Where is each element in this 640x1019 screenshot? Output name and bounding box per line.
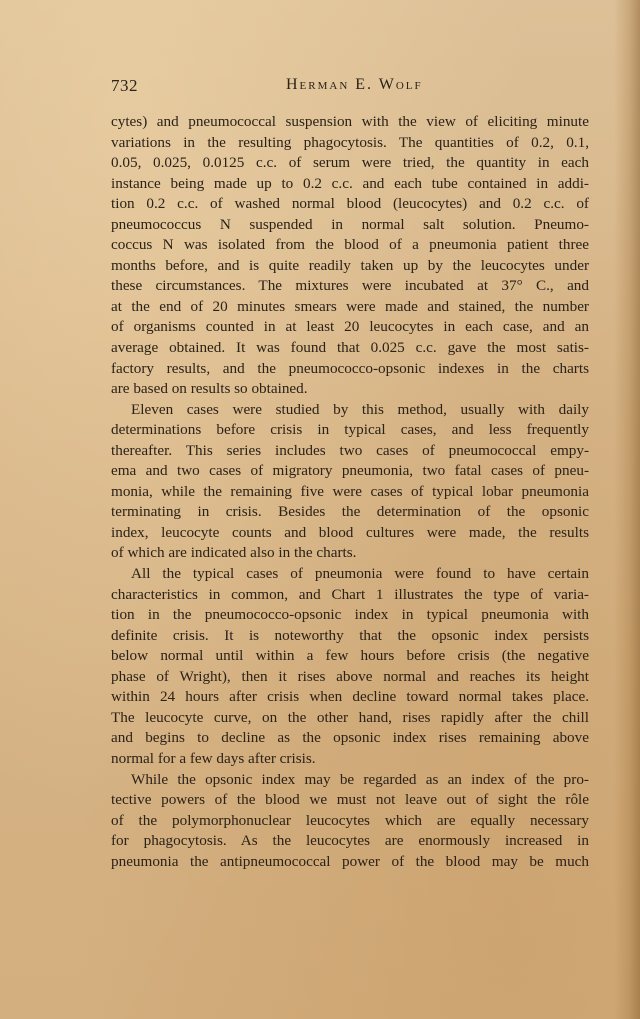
page-number: 732 [111, 76, 138, 95]
text-line: coccus N was isolated from the blood of a pneumonia patient three [111, 236, 589, 254]
text-line: monia, while the remaining five were cases of typical lobar pneumonia [111, 482, 589, 500]
body-text [111, 112, 589, 872]
text-line: tective powers of the blood we must not leave out of sight the rôle [111, 791, 589, 809]
text-line: 0.05, 0.025, 0.0125 c.c. of serum were tried, the quantity in each [111, 154, 589, 172]
text-line: pneumococcus N suspended in normal salt solution. Pneumo- [111, 215, 589, 233]
text-line: average obtained. It was found that 0.025 c.c. gave the most satis- [111, 339, 589, 357]
text-line: pneumonia the antipneumococcal power of the blood may be much [111, 852, 589, 870]
text-line: determinations before crisis in typical cases, and less frequently [111, 421, 589, 439]
text-line: below normal until within a few hours before crisis (the negative [111, 647, 589, 665]
text-line: of which are indicated also in the charts. [111, 544, 357, 562]
text-line: characteristics in common, and Chart 1 illustrates the type of varia- [111, 585, 589, 603]
text-line: index, leucocyte counts and blood cultures were made, the results [111, 523, 589, 541]
text-line: these circumstances. The mixtures were incubated at 37° C., and [111, 277, 589, 295]
text-line: tion 0.2 c.c. of washed normal blood (leucocytes) and 0.2 c.c. of [111, 195, 589, 213]
page-header [111, 76, 591, 98]
text-line: While the opsonic index may be regarded as an index of the pro- [131, 770, 589, 788]
text-line: months before, and is quite readily taken up by the leucocytes under [111, 256, 589, 274]
text-line: Eleven cases were studied by this method, usually with daily [131, 400, 589, 418]
page-edge-shadow [614, 0, 640, 1019]
text-line: at the end of 20 minutes smears were made and stained, the number [111, 297, 589, 315]
text-line: instance being made up to 0.2 c.c. and each tube contained in addi- [111, 174, 589, 192]
text-line: thereafter. This series includes two cases of pneumococcal empy- [111, 441, 589, 459]
text-line: factory results, and the pneumococco-opsonic indexes in the charts [111, 359, 589, 377]
text-line: definite crisis. It is noteworthy that the opsonic index persists [111, 626, 589, 644]
text-line: ema and two cases of migratory pneumonia, two fatal cases of pneu- [111, 462, 589, 480]
text-line: tion in the pneumococco-opsonic index in typical pneumonia with [111, 606, 589, 624]
text-line: of organisms counted in at least 20 leucocytes in each case, and an [111, 318, 589, 336]
text-line: The leucocyte curve, on the other hand, rises rapidly after the chill [111, 708, 589, 726]
text-line: normal for a few days after crisis. [111, 749, 316, 767]
text-line: within 24 hours after crisis when decline toward normal takes place. [111, 688, 589, 706]
text-line: for phagocytosis. As the leucocytes are enormously increased in [111, 832, 589, 850]
running-head: Herman E. Wolf [286, 76, 423, 93]
text-line: variations in the resulting phagocytosis. The quantities of 0.2, 0.1, [111, 133, 589, 151]
text-line: are based on results so obtained. [111, 380, 308, 398]
text-line: phase of Wright), then it rises above normal and reaches its height [111, 667, 589, 685]
text-line: All the typical cases of pneumonia were found to have certain [131, 565, 589, 583]
text-line: cytes) and pneumococcal suspension with the view of eliciting minute [111, 113, 589, 130]
text-line: of the polymorphonuclear leucocytes which are equally necessary [111, 811, 589, 829]
text-line: terminating in crisis. Besides the determination of the opsonic [111, 503, 589, 521]
text-line: and begins to decline as the opsonic index rises remaining above [111, 729, 589, 747]
